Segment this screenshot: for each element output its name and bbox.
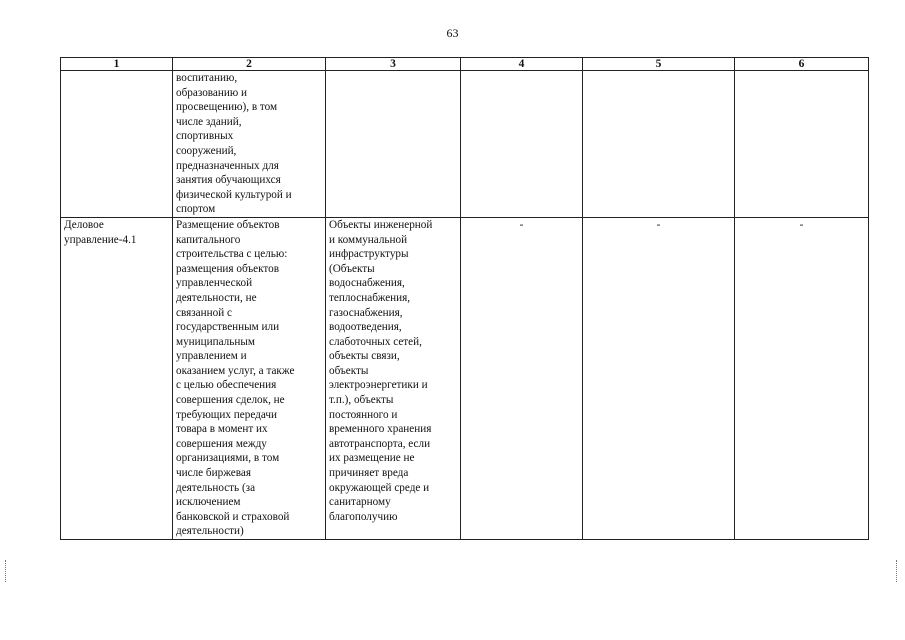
scan-edge-mark-left [5,560,9,582]
header-col-4: 4 [461,58,583,71]
header-col-2: 2 [173,58,326,71]
row2-col6-cell: - [735,217,869,539]
header-col-1: 1 [61,58,173,71]
header-col-3: 3 [326,58,461,71]
row1-col6-cell [735,71,869,218]
header-col-6: 6 [735,58,869,71]
header-row [61,58,869,71]
page-number: 63 [446,26,459,40]
header-col-5: 5 [583,58,735,71]
table-row [61,71,869,218]
scan-edge-mark-right [896,560,900,582]
table-row [61,217,869,539]
row2-col5-cell: - [583,217,735,539]
row1-col1-cell [61,71,173,218]
row1-col2-cell: воспитанию, образованию и просвещению), в том числе зданий, спортивных сооружений, предназначенных для занятия обучающихся физической культурой и спортом [173,71,326,218]
row2-col4-cell: - [461,217,583,539]
row2-col1-cell: Деловое управление-4.1 [61,217,173,539]
row2-col3-cell: Объекты инженерной и коммунальной инфраструктуры (Объекты водоснабжения, теплоснабжения, газоснабжения, водоотведения, слаботочных сетей, объекты связи, объекты электроэнергетики и т.п.), объекты постоянного и временного хранения автотранспорта, если их размещение не причиняет вреда окружающей среде и санитарному благополучию [326,217,461,539]
row1-col4-cell [461,71,583,218]
row1-col3-cell [326,71,461,218]
row2-col2-cell: Размещение объектов капитального строительства с целью: размещения объектов управленческой деятельности, не связанной с государственным или муниципальным управлением и оказанием услуг, а также с целью обеспечения совершения сделок, не требующих передачи товара в момент их совершения между организациями, в том числе биржевая деятельность (за исключением банковской и страховой деятельности) [173,217,326,539]
row1-col5-cell [583,71,735,218]
regulation-table [60,57,869,540]
